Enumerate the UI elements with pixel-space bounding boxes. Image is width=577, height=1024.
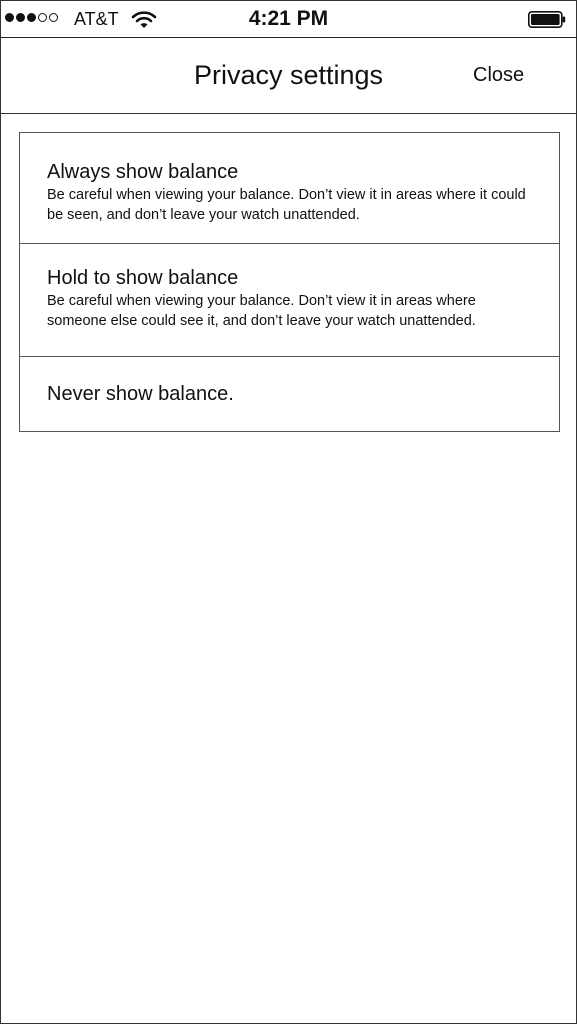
carrier-name: AT&T — [74, 9, 119, 29]
status-time: 4:21 PM — [248, 7, 329, 30]
page-title: Privacy settings — [193, 60, 384, 90]
option-always-show-balance[interactable] — [20, 133, 559, 244]
balance-privacy-options — [19, 132, 560, 432]
option-description: Be careful when viewing your balance. Don’t view it in areas where it could be seen, and don’t leave your watch unattended. — [47, 187, 526, 223]
status-bar — [0, 0, 577, 38]
option-title: Always show balance — [47, 161, 239, 183]
close-button[interactable]: Close — [473, 64, 525, 86]
option-description: Be careful when viewing your balance. Don’t view it in areas where someone else could see it, and don’t leave your watch unattended. — [47, 293, 476, 329]
option-title: Never show balance. — [47, 383, 234, 405]
option-title: Hold to show balance — [47, 267, 239, 289]
option-hold-to-show-balance[interactable] — [20, 244, 559, 357]
navigation-bar — [0, 38, 577, 114]
battery-full-icon — [528, 11, 566, 28]
option-never-show-balance[interactable] — [20, 357, 559, 431]
